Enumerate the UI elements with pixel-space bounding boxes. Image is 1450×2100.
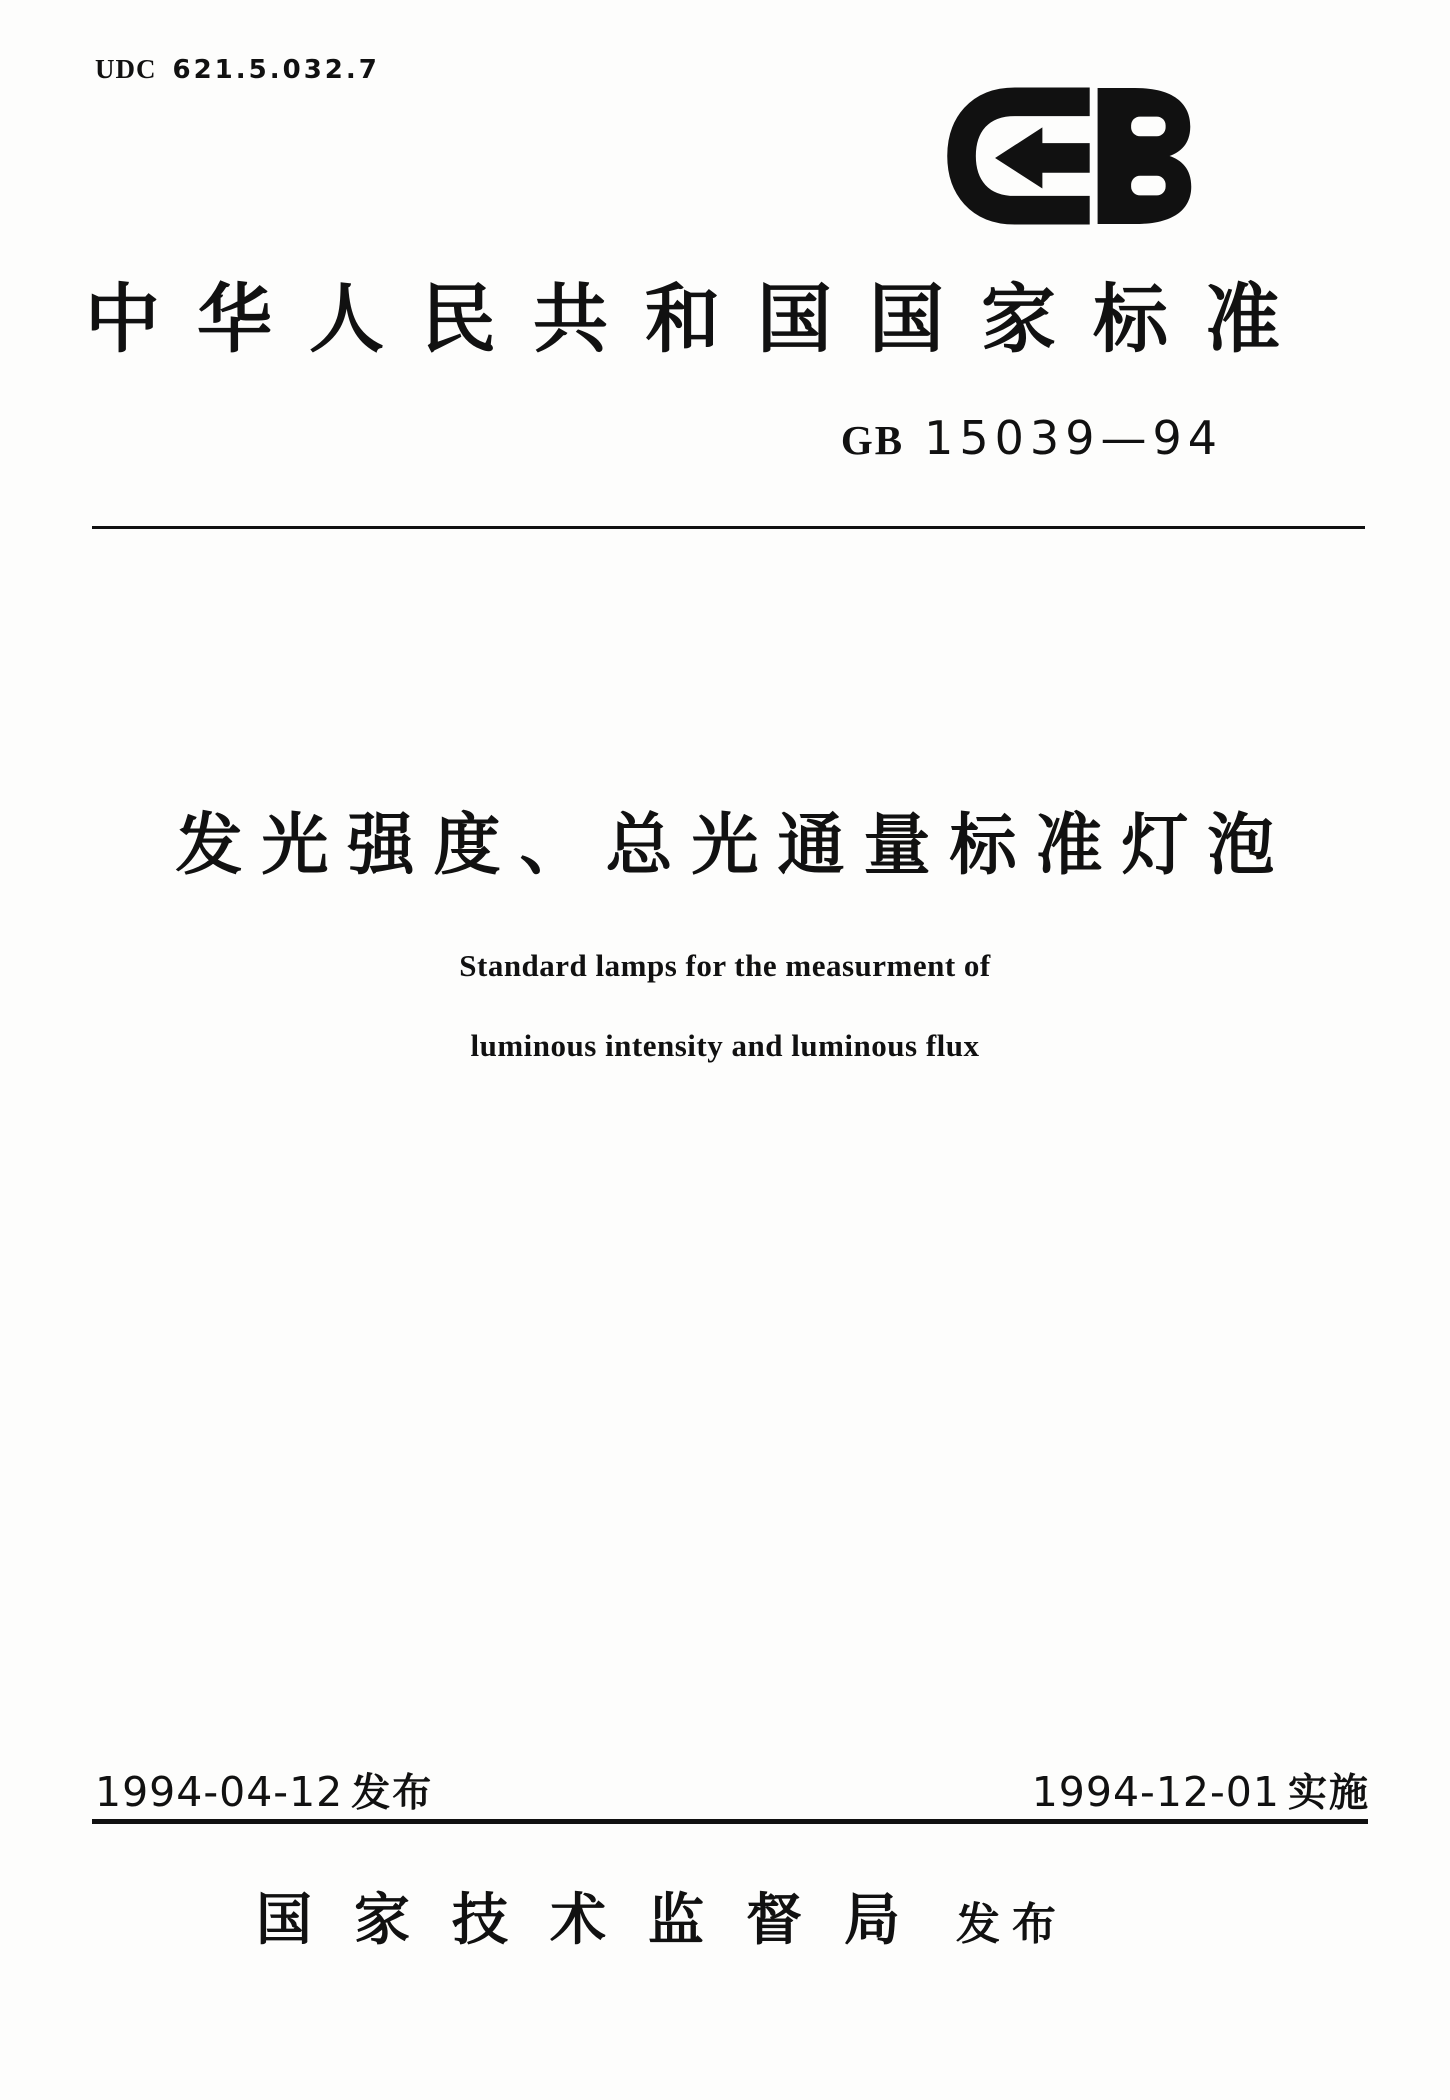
national-standard-heading: 中华人民共和国国家标准 (85, 279, 1318, 362)
issue-date-label: 发布 (351, 1772, 434, 1815)
implementation-date-label: 实施 (1287, 1772, 1370, 1815)
standard-english-title-line1: Standard lamps for the measurment of (459, 948, 991, 983)
issue-date (95, 1768, 434, 1816)
implementation-date (1031, 1768, 1370, 1816)
standard-number (840, 411, 1223, 465)
standard-number-digits: 15039—94 (924, 411, 1223, 465)
issuer-name: 国家技术监督局 (256, 1890, 942, 1952)
udc-number: 621.5.032.7 (172, 55, 380, 85)
udc-code (95, 56, 380, 83)
gb-logo-icon (945, 86, 1193, 226)
issue-date-value: 1994-04-12 (95, 1768, 344, 1816)
issuer-publish-label: 发布 (956, 1900, 1068, 1949)
standard-english-title-line2: luminous intensity and luminous flux (470, 1028, 980, 1063)
footer-rule (92, 1819, 1368, 1824)
header-rule (92, 526, 1365, 529)
standard-number-prefix: GB (840, 417, 905, 463)
issuer-row (256, 1890, 1068, 1952)
standard-chinese-title: 发光强度、总光通量标准灯泡 (175, 808, 1294, 883)
implementation-date-value: 1994-12-01 (1031, 1768, 1280, 1816)
udc-label: UDC (95, 54, 157, 84)
